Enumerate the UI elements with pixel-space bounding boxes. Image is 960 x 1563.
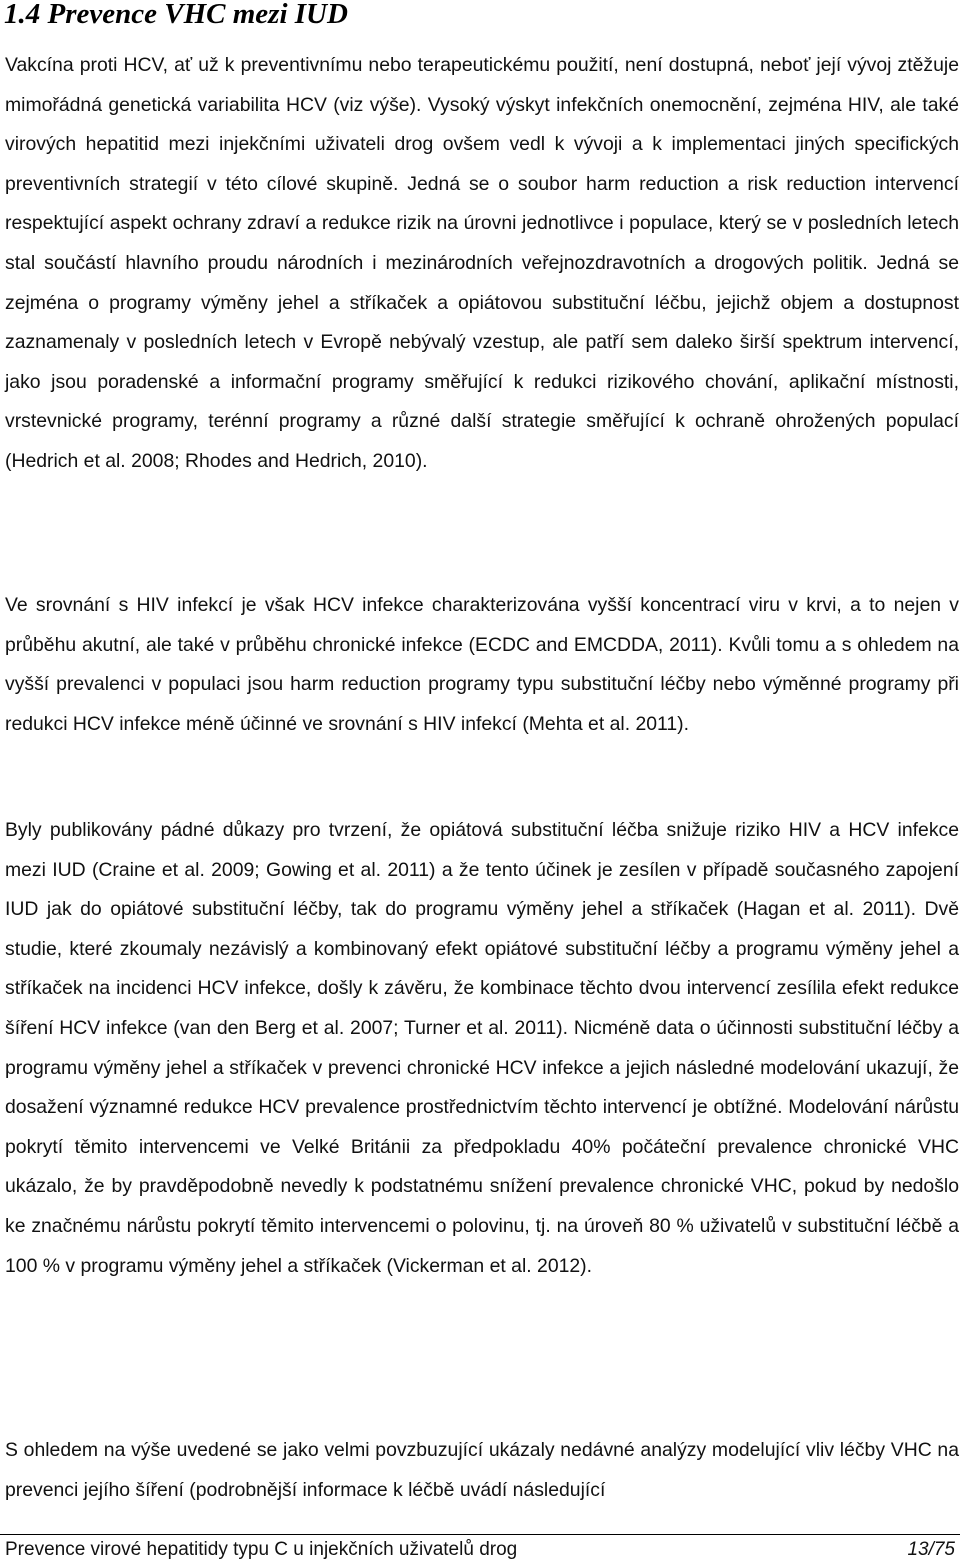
footer-divider <box>0 1534 960 1535</box>
section-heading: 1.4 Prevence VHC mezi IUD <box>4 0 348 30</box>
paragraph-treatment-modelling: S ohledem na výše uvedené se jako velmi povzbuzující ukázaly nedávné analýzy modelující vliv léčby VHC na prevenci jejího šíření (podrobnější informace k léčbě uvádí následující <box>5 1439 959 1501</box>
paragraph-hcv-vaccine-and-harm-reduction: Vakcína proti HCV, ať už k preventivnímu nebo terapeutickému použití, není dostupná, neboť její vývoj ztěžuje mimořádná genetická variabilita HCV (viz výše). Vysoký výskyt infekčních onemocnění, zejména HIV, ale také virových hepatitid mezi injekčními uživateli drog ovšem vedl k vývoji a k implementaci jiných specifických preventivních strategií v této cílové skupině. Jedná se o soubor harm reduction a risk reduction intervencí respektující aspekt ochrany zdraví a redukce rizik na úrovni jednotlivce i populace, který se v posledních letech stal součástí hlavního proudu národních i mezinárodních veřejnozdravotních a drogových politik. Jedná se zejména o programy výměny jehel a stříkaček a opiátovou substituční léčbu, jejichž objem a dostupnost zaznamenaly v posledních letech v Evropě nebývalý vzestup, ale patří sem daleko širší spektrum intervencí, jako jsou poradenské a informační programy směřující k redukci rizikového chování, aplikační místnosti, vrstevnické programy, terénní programy a různé další strategie směřující k ochraně ohrožených populací (Hedrich et al. 2008; Rhodes and Hedrich, 2010). <box>5 54 959 472</box>
footer-page-number: 13/75 <box>907 1539 955 1560</box>
paragraph-hiv-comparison: Ve srovnání s HIV infekcí je však HCV infekce charakterizována vyšší koncentrací viru v krvi, a to nejen v průběhu akutní, ale také v průběhu chronické infekce (ECDC and EMCDDA, 2011). Kvůli tomu a s ohledem na vyšší prevalenci v populaci jsou harm reduction programy typu substituční léčby nebo výměnné programy při redukci HCV infekce méně účinné ve srovnání s HIV infekcí (Mehta et al. 2011). <box>5 594 959 735</box>
paragraph-substitution-evidence: Byly publikovány pádné důkazy pro tvrzení, že opiátová substituční léčba snižuje riziko HIV a HCV infekce mezi IUD (Craine et al. 2009; Gowing et al. 2011) a že tento účinek je zesílen v případě současného zapojení IUD jak do opiátové substituční léčby, tak do programu výměny jehel a stříkaček (Hagan et al. 2011). Dvě studie, které zkoumaly nezávislý a kombinovaný efekt opiátové substituční léčby a programu výměny jehel a stříkaček na incidenci HCV infekce, došly k závěru, že kombinace těchto dvou intervencí zesílila efekt redukce šíření HCV infekce (van den Berg et al. 2007; Turner et al. 2011). Nicméně data o účinnosti substituční léčby a programu výměny jehel a stříkaček v prevenci chronické HCV infekce a jejich následné modelování ukazují, že dosažení významné redukce HCV prevalence prostřednictvím těchto intervencí je obtížné. Modelování nárůstu pokrytí těmito intervencemi ve Velké Británii za předpokladu 40% počáteční prevalence chronické VHC ukázalo, že by pravděpodobně nevedly k podstatnému snížení prevalence chronické VHC, pokud by nedošlo ke značnému nárůstu pokrytí těmito intervencemi o polovinu, tj. na úroveň 80 % uživatelů v substituční léčbě a 100 % v programu výměny jehel a stříkaček (Vickerman et al. 2012). <box>5 819 959 1277</box>
footer-document-title: Prevence virové hepatitidy typu C u injekčních uživatelů drog <box>5 1539 518 1560</box>
